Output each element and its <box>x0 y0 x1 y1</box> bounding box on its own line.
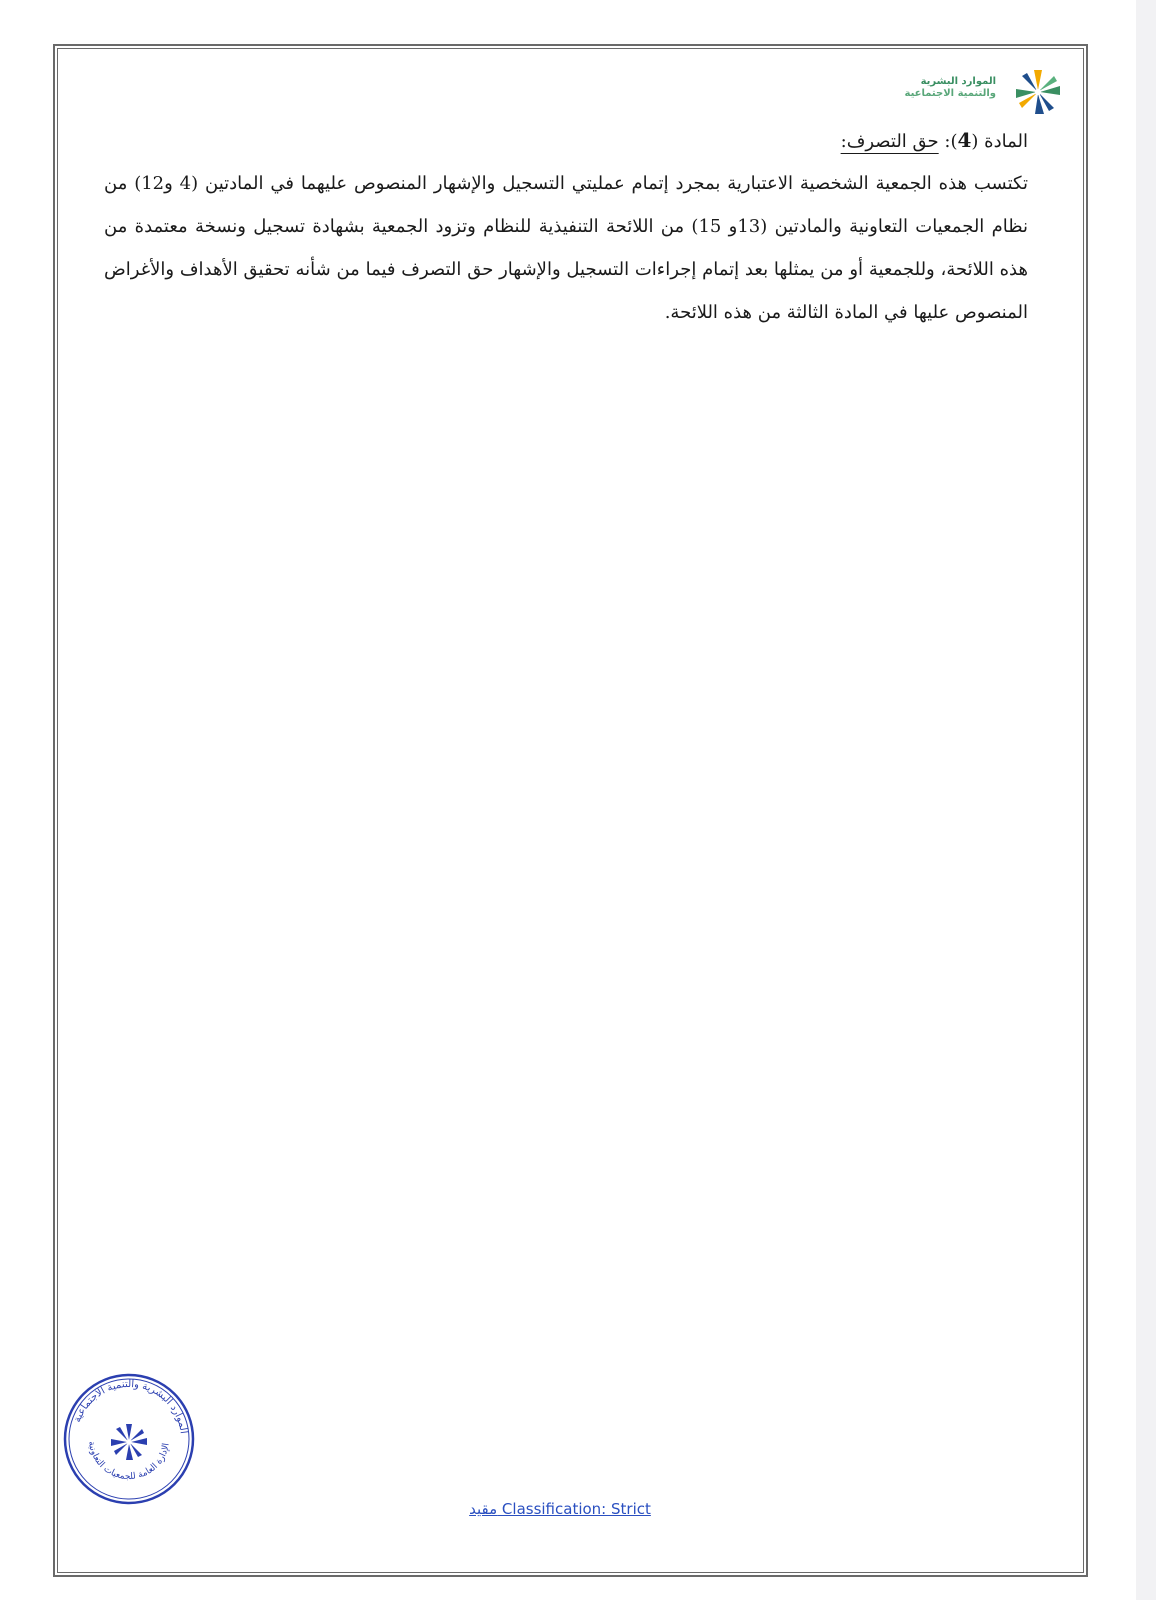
official-stamp <box>62 1372 196 1506</box>
article-section <box>104 124 1028 334</box>
star-icon <box>1002 66 1072 118</box>
article-prefix: المادة ( <box>971 131 1028 152</box>
classification-label: مقيد Classification: Strict <box>469 1500 651 1518</box>
page-edge <box>1136 0 1156 1600</box>
stamp-star-icon <box>111 1424 147 1460</box>
ministry-logo <box>892 66 1072 118</box>
stamp-inner-text: الإدارة العامة للجمعيات التعاونية <box>86 1440 172 1483</box>
article-suffix: ): <box>944 131 958 152</box>
article-number: 4 <box>957 128 972 152</box>
ministry-logo-text <box>892 76 996 100</box>
ministry-logo-line1: الموارد البشرية <box>920 76 996 87</box>
article-title: حق التصرف: <box>840 131 939 152</box>
ministry-logo-line2: والتنمية الاجتماعية <box>904 88 996 99</box>
article-body: تكتسب هذه الجمعية الشخصية الاعتبارية بمجرد إتمام عمليتي التسجيل والإشهار المنصوص عليهما في المادتين (4 و12) من نظام الجمعيات التعاونية والمادتين (13و 15) من اللائحة التنفيذية للنظام وتزود الجمعية بشهادة تسجيل ونسخة معتمدة من هذه اللائحة، وللجمعية أو من يمثلها بعد إتمام إجراءات التسجيل والإشهار حق التصرف فيما من شأنه تحقيق الأهداف والأغراض المنصوص عليها في المادة الثالثة من هذه اللائحة. <box>104 173 1029 323</box>
article-heading <box>104 124 1028 158</box>
stamp-outer-text: الموارد البشرية والتنمية الاجتماعية <box>72 1378 189 1435</box>
